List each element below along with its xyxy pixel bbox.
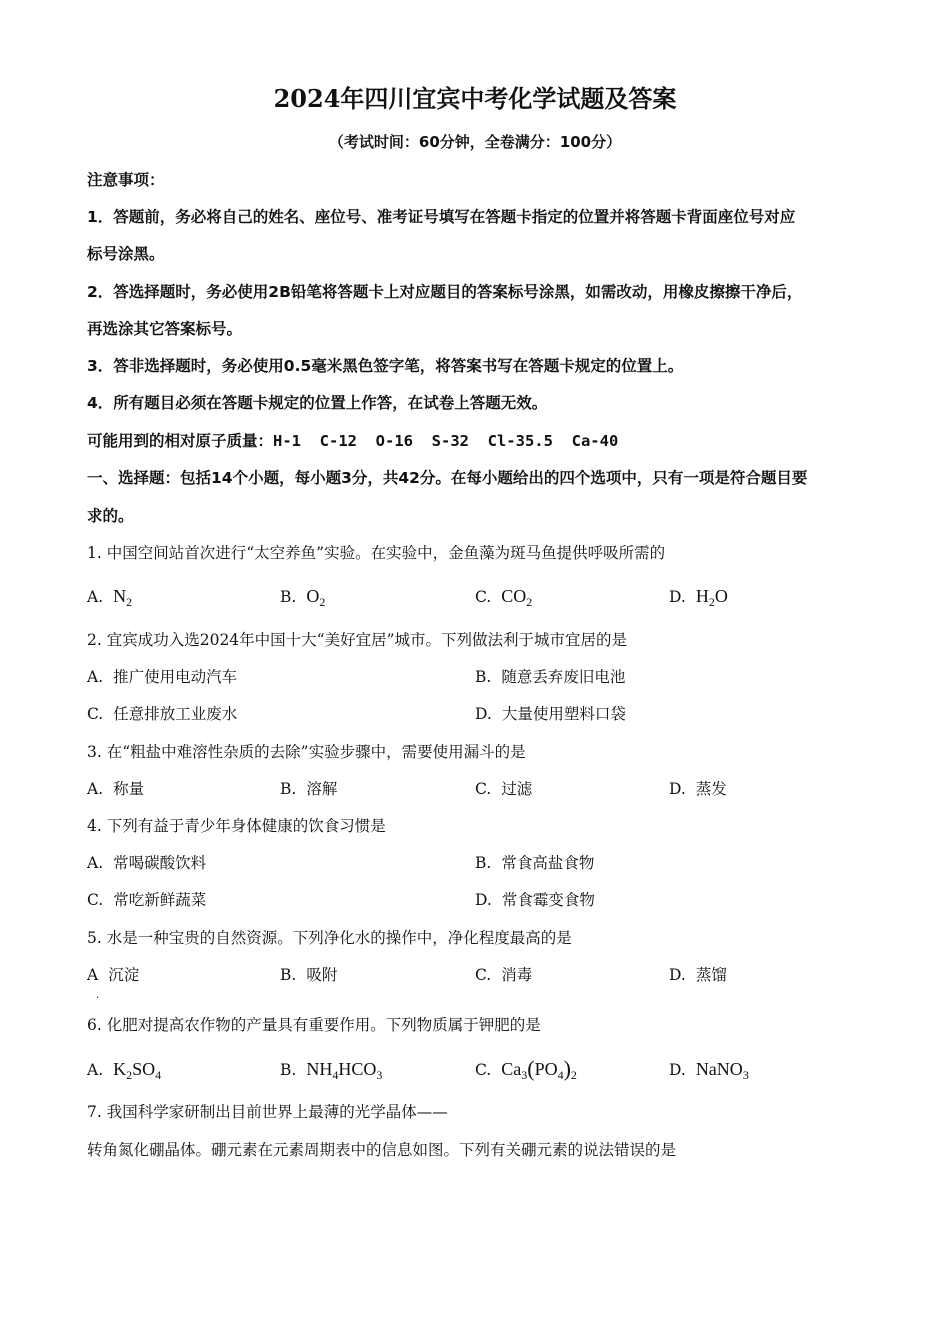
formula-text: CO (501, 586, 527, 606)
formula-subscript: 2 (319, 595, 326, 609)
formula-text: Ca (501, 1059, 522, 1079)
q1-option-d (669, 584, 728, 609)
formula-text: SO (132, 1059, 156, 1079)
option-text: 常喝碳酸饮料 (113, 854, 207, 872)
option-text: 消毒 (501, 966, 533, 984)
atomic-masses-values: H-1 C-12 O-16 S-32 Cl-35.5 Ca-40 (273, 432, 619, 450)
option-text: 常食霉变食物 (501, 891, 595, 909)
q4-option-b (475, 851, 594, 875)
q6-option-d (669, 1057, 749, 1082)
option-letter: B. (280, 1061, 297, 1079)
formula-subscript: 2 (526, 595, 533, 609)
note-1-line-1: 1．答题前，务必将自己的姓名、座位号、准考证号填写在答题卡指定的位置并将答题卡背面座位号对应 (87, 208, 796, 226)
formula-text: N (113, 586, 127, 606)
formula-subscript: 2 (126, 595, 133, 609)
formula-text: HCO (338, 1059, 377, 1079)
option-letter: B. (280, 780, 297, 798)
option-letter: B. (280, 588, 297, 606)
question-7-line-2: 转角氮化硼晶体。硼元素在元素周期表中的信息如图。下列有关硼元素的说法错误的是 (87, 1141, 677, 1159)
q2-option-b (475, 665, 625, 689)
q3-option-a (87, 777, 144, 801)
note-2-line-2: 再选涂其它答案标号。 (87, 320, 243, 338)
formula-subscript: 3 (742, 1068, 749, 1082)
formula-subscript: 3 (376, 1068, 383, 1082)
option-letter: A. (87, 588, 104, 606)
formula-subscript: 2 (570, 1068, 577, 1082)
q4-option-c (87, 888, 206, 912)
q3-option-b (280, 777, 337, 801)
formula-subscript: 3 (521, 1068, 528, 1082)
formula-text: K (113, 1059, 127, 1079)
q6-option-b (280, 1057, 382, 1082)
q1-option-b (280, 584, 325, 609)
option-text: 过滤 (501, 780, 533, 798)
q1-option-c (475, 584, 532, 609)
q5-option-d (669, 963, 727, 987)
note-4: 4．所有题目必须在答题卡规定的位置上作答，在试卷上答题无效。 (87, 394, 548, 412)
formula-text: NaNO (695, 1059, 743, 1079)
option-letter: D. (475, 705, 492, 723)
q5-option-a (87, 963, 139, 987)
option-text: 常食高盐食物 (501, 854, 595, 872)
option-letter: C. (475, 966, 492, 984)
question-7-line-1: 7. 我国科学家研制出目前世界上最薄的光学晶体—— (87, 1103, 448, 1121)
option-letter: A. (87, 1061, 104, 1079)
atomic-masses (87, 429, 618, 453)
option-letter: D. (669, 588, 686, 606)
option-letter: A (87, 966, 99, 984)
question-5-stem: 5. 水是一种宝贵的自然资源。下列净化水的操作中，净化程度最高的是 (87, 929, 572, 947)
option-letter: C. (475, 588, 492, 606)
exam-info: （考试时间：60分钟，全卷满分：100分） (328, 133, 622, 151)
option-text: 推广使用电动汽车 (113, 668, 238, 686)
page-title: 2024年四川宜宾中考化学试题及答案 (273, 84, 677, 113)
formula-paren: ) (563, 1056, 571, 1081)
question-3-stem: 3. 在“粗盐中难溶性杂质的去除”实验步骤中，需要使用漏斗的是 (87, 743, 526, 761)
option-text: 溶解 (306, 780, 338, 798)
option-text: 大量使用塑料口袋 (501, 705, 626, 723)
option-letter: B. (475, 668, 492, 686)
option-text: 吸附 (306, 966, 338, 984)
option-letter: D. (669, 780, 686, 798)
q2-option-c (87, 702, 237, 726)
note-3: 3．答非选择题时，务必使用0.5毫米黑色签字笔，将答案书写在答题卡规定的位置上。 (87, 357, 684, 375)
formula-subscript: 4 (332, 1068, 339, 1082)
q6-option-a (87, 1057, 161, 1082)
formula-subscript: 4 (557, 1068, 564, 1082)
q4-option-a (87, 851, 206, 875)
option-letter: A. (87, 780, 104, 798)
question-4-stem: 4. 下列有益于青少年身体健康的饮食习惯是 (87, 817, 386, 835)
option-text: 称量 (113, 780, 145, 798)
q5-option-b (280, 963, 337, 987)
notes-heading: 注意事项： (87, 171, 165, 189)
question-1-stem: 1. 中国空间站首次进行“太空养鱼”实验。在实验中，金鱼藻为斑马鱼提供呼吸所需的 (87, 544, 666, 562)
option-text: 常吃新鲜蔬菜 (113, 891, 207, 909)
formula-text: O (714, 586, 728, 606)
section-1-heading-line-1: 一、选择题：包括14个小题，每小题3分，共42分。在每小题给出的四个选项中，只有一项是符合题目要 (87, 469, 808, 487)
question-2-stem: 2. 宜宾成功入选2024年中国十大“美好宜居”城市。下列做法利于城市宜居的是 (87, 631, 628, 649)
stray-dot: . (96, 990, 100, 1001)
q1-option-a (87, 584, 132, 609)
note-2-line-1: 2．答选择题时，务必使用2B铅笔将答题卡上对应题目的答案标号涂黑，如需改动，用橡皮擦擦干净后， (87, 283, 803, 301)
q6-option-c (475, 1057, 577, 1082)
option-letter: A. (87, 668, 104, 686)
option-letter: A. (87, 854, 104, 872)
q3-option-c (475, 777, 532, 801)
q3-option-d (669, 777, 727, 801)
formula-text: PO (534, 1059, 558, 1079)
option-text: 随意丢弃废旧电池 (501, 668, 626, 686)
option-letter: C. (475, 1061, 492, 1079)
formula-text: O (306, 586, 320, 606)
formula-subscript: 2 (126, 1068, 133, 1082)
option-letter: B. (280, 966, 297, 984)
q5-option-c (475, 963, 532, 987)
q2-option-a (87, 665, 237, 689)
formula-paren: ( (527, 1056, 535, 1081)
option-letter: C. (475, 780, 492, 798)
section-1-heading-line-2: 求的。 (87, 507, 134, 525)
option-letter: B. (475, 854, 492, 872)
formula-subscript: 4 (155, 1068, 162, 1082)
option-text: 任意排放工业废水 (113, 705, 238, 723)
question-6-stem: 6. 化肥对提高农作物的产量具有重要作用。下列物质属于钾肥的是 (87, 1016, 541, 1034)
formula-text: NH (306, 1059, 333, 1079)
note-1-line-2: 标号涂黑。 (87, 245, 165, 263)
option-letter: D. (669, 1061, 686, 1079)
q4-option-d (475, 888, 595, 912)
option-letter: C. (87, 891, 104, 909)
option-letter: D. (475, 891, 492, 909)
q2-option-d (475, 702, 626, 726)
formula-subscript: 2 (708, 595, 715, 609)
option-text: 蒸馏 (695, 966, 727, 984)
option-letter: D. (669, 966, 686, 984)
option-letter: C. (87, 705, 104, 723)
formula-text: H (695, 586, 709, 606)
atomic-masses-label: 可能用到的相对原子质量： (87, 432, 274, 450)
option-text: 沉淀 (108, 966, 140, 984)
option-text: 蒸发 (695, 780, 727, 798)
